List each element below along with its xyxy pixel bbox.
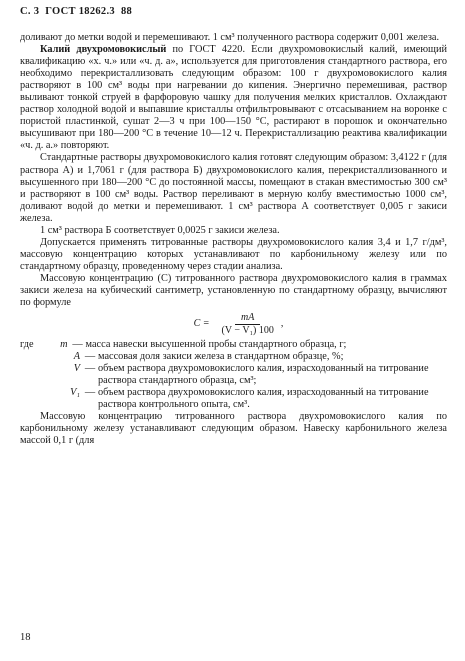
definition-text: объем раствора двухромовокислого калия, израсходованный на титрование раствора контрольного опыта, см³. — [98, 387, 429, 411]
header-page-prefix: С. 3 — [20, 6, 40, 17]
definition-symbol: m — [60, 339, 68, 351]
formula-definitions — [20, 339, 447, 411]
definition-text: массовая доля закиси железа в стандартном образце, %; — [98, 351, 344, 363]
running-header — [20, 6, 132, 17]
header-year: 88 — [120, 6, 133, 17]
definition-row — [20, 339, 447, 351]
formula-numerator: mA — [235, 312, 260, 325]
definition-symbol: V₁ — [70, 387, 80, 399]
definition-row — [20, 351, 447, 363]
definition-symbol: A — [73, 351, 80, 363]
paragraph-solution-b: 1 см³ раствора Б соответствует 0,0025 г закиси железа. — [40, 224, 280, 236]
where-label: где — [20, 339, 34, 351]
formula-lhs: C = — [193, 318, 210, 330]
paragraph-mass-concentration: Массовую концентрацию (С) титрованного раствора двухромовокислого калия в граммах закиси железа на кубический сантиметр, установленную по стандартному образцу, вычисляют по формуле — [20, 272, 447, 309]
page-number: 18 — [20, 632, 31, 643]
definition-dash: — — [84, 363, 96, 375]
formula-tail: , — [280, 318, 284, 330]
definition-row — [20, 387, 447, 411]
definition-row — [20, 363, 447, 387]
document-body — [20, 32, 447, 448]
reagent-description: по ГОСТ 4220. Если двухромовокислый калий, имеющий квалификацию «х. ч.» или «ч. д. а», используется для приготовления стандартного раствора, его необходимо перекристаллизовать следующим образом: 100 г двухромовокислого калия растворяют в 100 см³ воды при нагревании до кипения. Энергично перемешивая, раствор выливают тонкой струей в фарфоровую чашку для получения мелких кристаллов. Охлаждают раствор холодной водой и выпавшие кристаллы отфильтровывают с отсасыванием на воронке с пористой пластинкой, сушат 2—3 ч при 100—150 °С, растирают в порошок и окончательно высушивают при 180—200 °С в течение 10—12 ч. Перекристаллизацию реактива квалификации «ч. д. а.» повторяют. — [20, 44, 447, 152]
definition-dash: — — [72, 339, 83, 351]
paragraph-titrated-solutions: Допускается применять титрованные растворы двухромовокислого калия 3,4 и 1,7 г/дм³, массовую концентрацию которых устанавливают по карбонильному железу или по стандартному образцу, проведенному через стадии анализа. — [20, 236, 447, 272]
definition-text: объем раствора двухромовокислого калия, израсходованный на титрование раствора стандартного образца, см³; — [98, 363, 429, 387]
paragraph-potassium-dichromate — [20, 44, 447, 152]
formula-fraction — [218, 312, 278, 337]
definition-text: масса навески высушенной пробы стандартного образца, г; — [85, 339, 347, 351]
formula-c — [20, 311, 447, 337]
definition-symbol: V — [73, 363, 80, 375]
formula-denominator: (V − V₁) 100 — [221, 324, 274, 336]
paragraph-continuation: доливают до метки водой и перемешивают. 1 см³ полученного раствора содержит 0,001 железа. — [20, 32, 440, 43]
definition-dash: — — [84, 387, 96, 399]
paragraph-carbonyl-iron: Массовую концентрацию титрованного раствора двухромовокислого калия по карбонильному железу устанавливают следующим образом. Навеску карбонильного железа массой 0,1 г (для — [20, 411, 447, 447]
reagent-heading: Калий двухромовокислый — [40, 44, 167, 56]
paragraph-standard-solutions: Стандартные растворы двухромовокислого калия готовят следующим образом: 3,4122 г (для раствора А) и 1,7061 г (для раствора Б) двухромовокислого калия, перекристаллизованного и высушенного при 180—200 °С до постоянной массы, помещают в стакан вместимостью 300 см³ и растворяют в 100 см³ воды. Раствор переливают в мерную колбу вместимостью 1000 см³, доливают водой до метки и перемешивают. 1 см³ раствора А соответствует 0,005 г закиси железа. — [20, 152, 448, 224]
header-gost-number: ГОСТ 18262.3 — [45, 6, 115, 17]
definition-dash: — — [84, 351, 96, 363]
